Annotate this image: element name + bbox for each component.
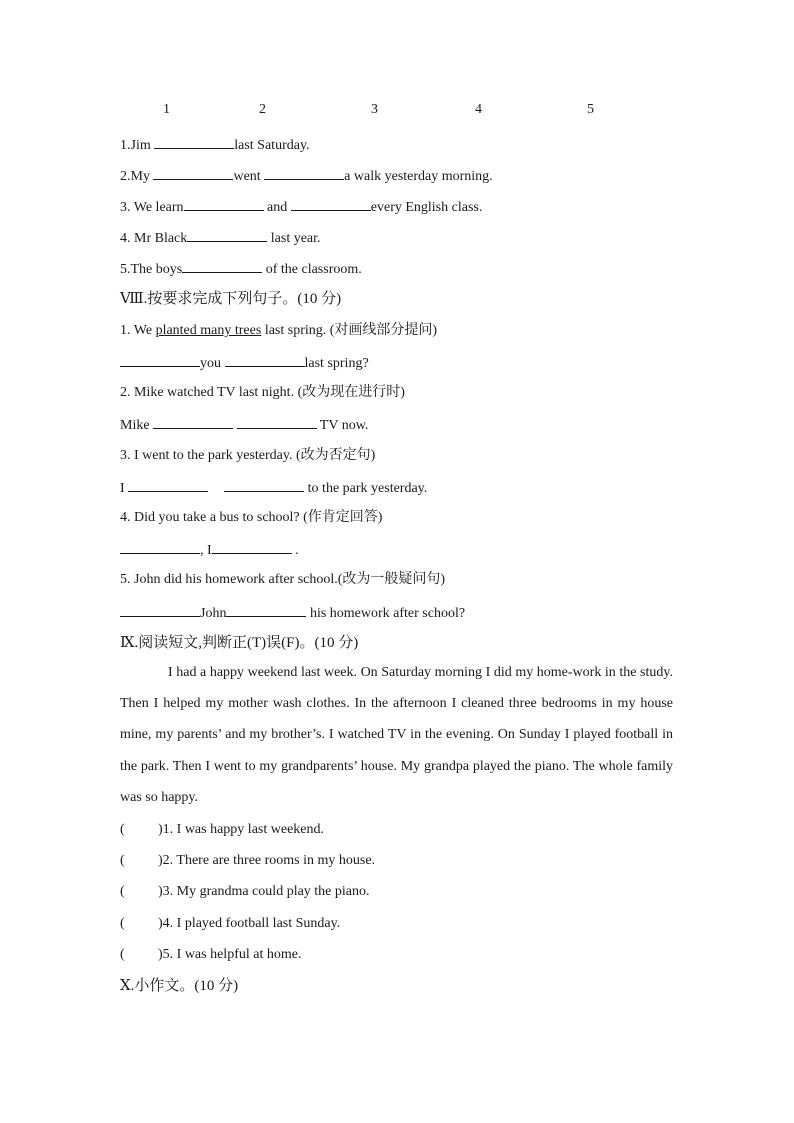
item-text: went xyxy=(233,169,265,184)
section-8-heading: Ⅷ.按要求完成下列句子。(10 分) xyxy=(120,291,342,307)
answer-text: last spring? xyxy=(304,356,369,371)
answer-blank[interactable] xyxy=(120,603,200,617)
answer-text: Mike xyxy=(120,418,154,433)
answer-blank[interactable] xyxy=(224,478,304,492)
answer-paren[interactable]: ( xyxy=(120,884,125,899)
statement-text: )4. I played football last Sunday. xyxy=(158,916,341,931)
item-text: last Saturday. xyxy=(234,138,310,153)
answer-text: you xyxy=(200,356,225,371)
answer-paren[interactable]: ( xyxy=(120,822,125,837)
answer-blank[interactable] xyxy=(187,228,267,242)
answer-blank[interactable] xyxy=(264,166,344,180)
question-5: 5. John did his homework after school.(改为一般疑问句) xyxy=(120,572,446,587)
question-text: 1. We xyxy=(120,323,156,338)
answer-text: John xyxy=(200,606,227,621)
item-text: every English class. xyxy=(370,200,483,215)
answer-blank[interactable] xyxy=(120,353,200,367)
question-3: 3. I went to the park yesterday. (改为否定句) xyxy=(120,448,376,463)
item-text: 3. We learn xyxy=(120,200,184,215)
answer-5 xyxy=(120,603,465,623)
judgement-item-5 xyxy=(120,946,301,964)
underlined-phrase: planted many trees xyxy=(155,323,262,338)
answer-4 xyxy=(120,540,299,560)
answer-text: , I xyxy=(200,543,212,558)
answer-text: I xyxy=(120,481,129,496)
question-1 xyxy=(120,322,437,340)
picture-number-3: 3 xyxy=(371,102,378,117)
statement-text: )5. I was helpful at home. xyxy=(158,947,302,962)
answer-1 xyxy=(120,353,369,373)
judgement-item-3 xyxy=(120,883,370,901)
judgement-item-4 xyxy=(120,915,340,933)
fill-item-3 xyxy=(120,197,482,217)
item-text: a walk yesterday morning. xyxy=(344,169,493,184)
answer-paren[interactable]: ( xyxy=(120,853,125,868)
answer-blank[interactable] xyxy=(237,415,317,429)
statement-text: )1. I was happy last weekend. xyxy=(158,822,325,837)
answer-text: his homework after school? xyxy=(306,606,466,621)
answer-blank[interactable] xyxy=(226,603,306,617)
judgement-item-2 xyxy=(120,852,375,870)
question-text: last spring. (对画线部分提问) xyxy=(261,323,438,338)
section-9-heading: Ⅸ.阅读短文,判断正(T)误(F)。(10 分) xyxy=(120,635,359,651)
answer-text: . xyxy=(291,543,299,558)
answer-3 xyxy=(120,478,427,498)
picture-number-2: 2 xyxy=(259,102,266,117)
answer-blank[interactable] xyxy=(291,197,371,211)
answer-paren[interactable]: ( xyxy=(120,916,125,931)
answer-blank[interactable] xyxy=(212,540,292,554)
item-text: last year. xyxy=(267,231,321,246)
answer-blank[interactable] xyxy=(153,166,233,180)
picture-number-4: 4 xyxy=(475,102,482,117)
answer-blank[interactable] xyxy=(153,415,233,429)
answer-text: to the park yesterday. xyxy=(304,481,428,496)
fill-item-2 xyxy=(120,166,493,186)
answer-blank[interactable] xyxy=(120,540,200,554)
answer-paren[interactable]: ( xyxy=(120,947,125,962)
item-text: and xyxy=(263,200,291,215)
answer-blank[interactable] xyxy=(225,353,305,367)
answer-blank[interactable] xyxy=(182,259,262,273)
reading-passage: I had a happy weekend last week. On Saturday morning I did my home-work in the study. Then I helped my mother wash clothes. In the afternoon I cleaned three bedrooms in my house mine, my parents’ and my brother’s. I watched TV in the evening. On Sunday I played football in the park. Then I went to my grandparents’ house. My grandpa played the piano. The whole family was so happy. xyxy=(120,665,673,805)
answer-blank[interactable] xyxy=(154,135,234,149)
answer-2 xyxy=(120,415,368,435)
answer-blank[interactable] xyxy=(128,478,208,492)
picture-number-1: 1 xyxy=(163,102,170,117)
answer-blank[interactable] xyxy=(184,197,264,211)
item-text: 4. Mr Black xyxy=(120,231,188,246)
picture-number-5: 5 xyxy=(587,102,594,117)
item-text: 5.The boys xyxy=(120,262,183,277)
answer-text: TV now. xyxy=(316,418,369,433)
fill-item-1 xyxy=(120,135,310,155)
statement-text: )3. My grandma could play the piano. xyxy=(158,884,370,899)
question-4: 4. Did you take a bus to school? (作肯定回答) xyxy=(120,510,383,525)
judgement-item-1 xyxy=(120,821,324,839)
item-text: 1.Jim xyxy=(120,138,155,153)
item-text: 2.My xyxy=(120,169,154,184)
statement-text: )2. There are three rooms in my house. xyxy=(158,853,376,868)
question-2: 2. Mike watched TV last night. (改为现在进行时) xyxy=(120,385,405,400)
item-text: of the classroom. xyxy=(262,262,362,277)
fill-item-4 xyxy=(120,228,321,248)
fill-item-5 xyxy=(120,259,362,279)
section-10-heading: Ⅹ.小作文。(10 分) xyxy=(120,978,239,994)
